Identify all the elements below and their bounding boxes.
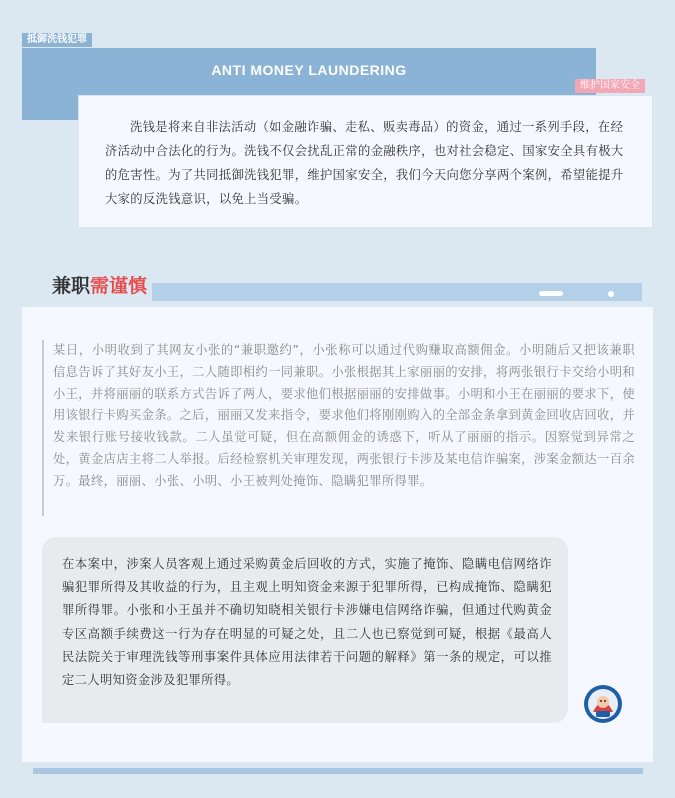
intro-paragraph: 洗钱是将来自非法活动（如金融诈骗、走私、贩卖毒品）的资金，通过一系列手段，在经济活动中合法化的行为。洗钱不仅会扰乱正常的金融秩序，也对社会稳定、国家安全具有极大的危害性。为了共同抵御洗钱犯罪，维护国家安全，我们今天向您分享两个案例，希望能提升大家的反洗钱意识，以免上当受骗。 — [105, 120, 624, 206]
header-tag-national-security: 维护国家安全 — [575, 79, 645, 93]
decorative-pill — [539, 291, 563, 296]
case-story: 某日，小明收到了其网友小张的“兼职邀约”，小张称可以通过代购赚取高额佣金。小明随后又把该兼职信息告诉了其好友小王，二人随即相约一同兼职。小张根据其上家丽丽的安排，将两张银行卡交给小明和小王，并将丽丽的联系方式告诉了两人，要求他们根据丽丽的安排做事。小明和小王在丽丽的要求下，使用该银行卡购买金条。之后，丽丽又发来指令，要求他们将刚刚购入的全部金条拿到黄金回收店回收，并发来银行账号接收钱款。二人虽觉可疑，但在高额佣金的诱惑下，听从了丽丽的指示。因察觉到异常之处，黄金店店主将二人举报。后经检察机关审理发现，两张银行卡涉及某电信诈骗案，涉案金额达一百余万。最终，丽丽、小张、小明、小王被判处掩饰、隐瞒犯罪所得罪。 — [53, 343, 635, 488]
decorative-dot — [608, 291, 614, 297]
case-analysis: 在本案中，涉案人员客观上通过采购黄金后回收的方式，实施了掩饰、隐瞒电信网络诈骗犯罪所得及其收益的行为，且主观上明知资金来源于犯罪所得，已构成掩饰、隐瞒犯罪所得罪。小张和小王虽并不确切知晓相关银行卡涉嫌电信网络诈骗，但通过代购黄金专区高额手续费这一行为存在明显的可疑之处，且二人也已察觉到可疑，根据《最高人民法院关于审理洗钱等刑事案件具体应用法律若干问题的解释》第一条的规定，可以推定二人明知资金涉及犯罪所得。 — [62, 557, 552, 688]
header-tag-anti-crime: 抵御洗钱犯罪 — [22, 33, 92, 47]
mascot-avatar-icon — [583, 684, 623, 724]
section-title-bar — [152, 283, 642, 301]
section-title-part1: 兼职 — [52, 275, 91, 297]
section-title — [52, 271, 147, 298]
banner-title: ANTI MONEY LAUNDERING — [211, 62, 407, 78]
bottom-decor-bar — [33, 768, 643, 774]
section-title-part2: 需谨慎 — [90, 275, 148, 297]
story-quote-line — [42, 340, 44, 516]
